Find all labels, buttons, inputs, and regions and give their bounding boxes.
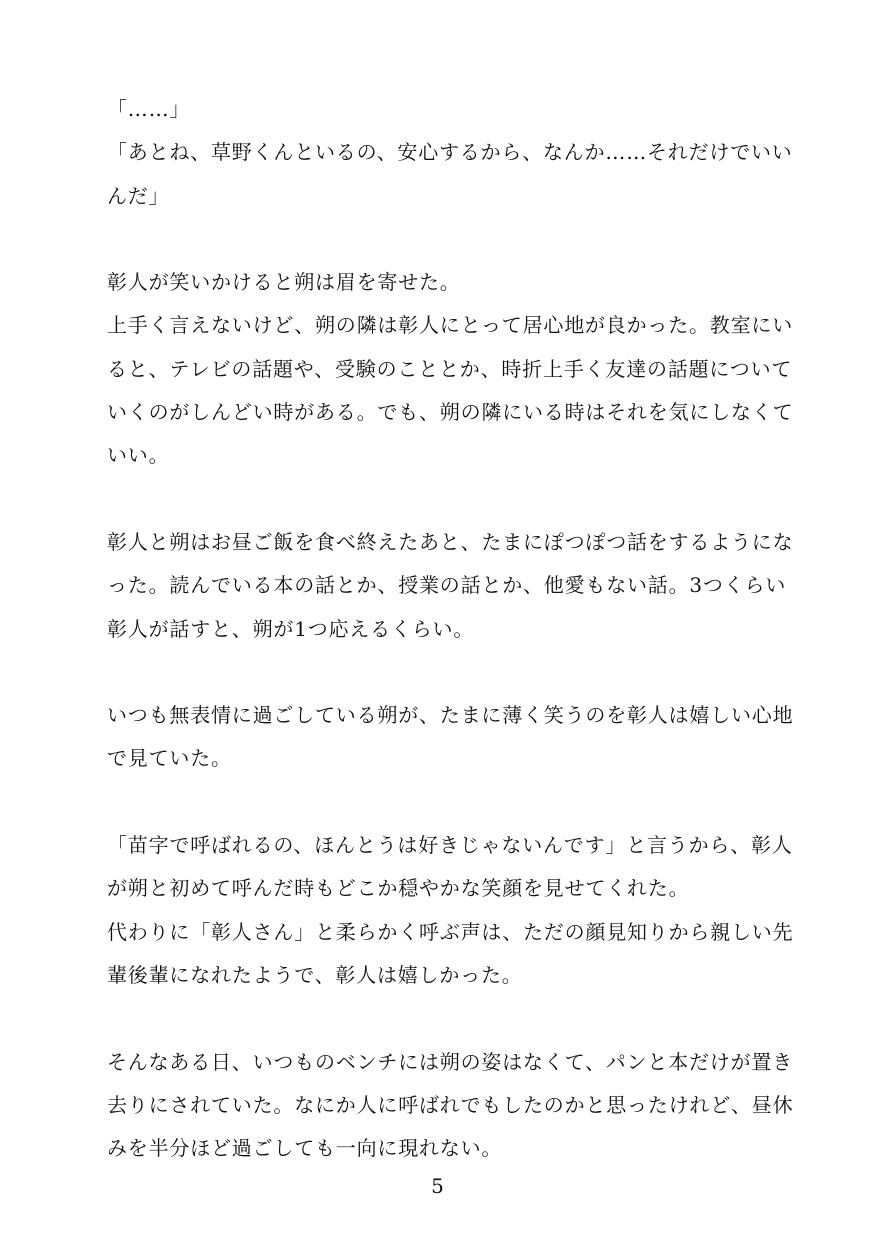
body-text (107, 88, 794, 1170)
text-line: 上手く言えないけど、朔の隣は彰人にとって居心地が良かった。教室にい (107, 313, 793, 338)
text-line: 彰人が話すと、朔が1つ応えるくらい。 (107, 616, 475, 641)
blank-line (107, 781, 767, 824)
text-line: 彰人が笑いかけると朔は眉を寄せた。 (107, 270, 461, 295)
blank-line (107, 997, 767, 1040)
text-line: った。読んでいる本の話とか、授業の話とか、他愛もない話。3つくらい (107, 573, 787, 598)
page-number: 5 (431, 1174, 444, 1198)
blank-line (107, 478, 767, 521)
text-line: が朔と初めて呼んだ時もどこか穏やかな笑顔を見せてくれた。 (107, 876, 690, 901)
text-line: いくのがしんどい時がある。でも、朔の隣にいる時はそれを気にしなくて (107, 400, 794, 425)
blank-line (107, 218, 767, 261)
text-line: いつも無表情に過ごしている朔が、たまに薄く笑うのを彰人は嬉しい心地 (107, 703, 794, 728)
blank-line (107, 651, 767, 694)
text-line: 去りにされていた。なにか人に呼ばれでもしたのかと思ったけれど、昼休 (107, 1092, 794, 1117)
text-line: 「あとね、草野くんといるの、安心するから、なんか……それだけでいい (107, 140, 793, 165)
text-line: 輩後輩になれたようで、彰人は嬉しかった。 (107, 962, 523, 987)
text-line: 代わりに「彰人さん」と柔らかく呼ぶ声は、ただの顔見知りから親しい先 (107, 919, 794, 944)
text-line: そんなある日、いつものベンチには朔の姿はなくて、パンと本だけが置き (107, 1049, 793, 1074)
text-line: 「苗字で呼ばれるの、ほんとうは好きじゃないんです」と言うから、彰人 (107, 833, 793, 858)
text-line: いい。 (107, 443, 170, 468)
text-line: んだ」 (107, 183, 170, 208)
text-line: 「……」 (107, 97, 191, 121)
text-line: 彰人と朔はお昼ご飯を食べ終えたあと、たまにぽつぽつ話をするようにな (107, 529, 794, 554)
text-line: で見ていた。 (107, 746, 232, 771)
text-line: みを半分ほど過ごしても一向に現れない。 (107, 1136, 503, 1161)
text-line: ると、テレビの話題や、受験のこととか、時折上手く友達の話題について (107, 356, 793, 381)
